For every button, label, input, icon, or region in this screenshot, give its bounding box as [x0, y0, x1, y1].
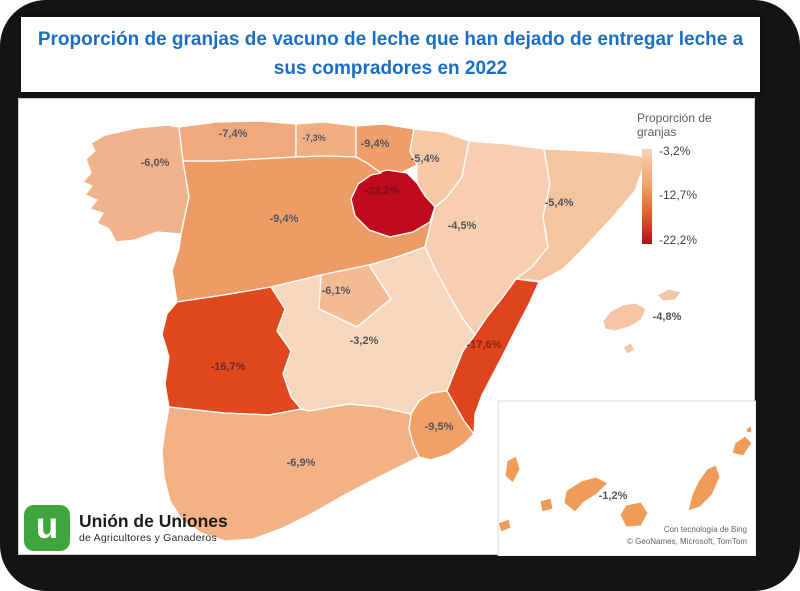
logo-u-icon: u — [24, 505, 70, 551]
region-baleares-island-0[interactable] — [603, 303, 646, 331]
region-galicia[interactable] — [83, 125, 189, 242]
region-galicia-value-label: -6,0% — [140, 157, 170, 169]
region-castilla_la_mancha-value-label: -3,2% — [349, 335, 379, 347]
region-cataluna-value-label: -5,4% — [544, 197, 574, 209]
legend-max-label: -3,2% — [659, 144, 691, 158]
legend-title: Proporción de granjas — [637, 111, 712, 139]
region-canarias-value-label: -1,2% — [598, 490, 628, 502]
legend-gradient-bar — [642, 149, 652, 244]
region-madrid-value-label: -6,1% — [321, 285, 351, 297]
region-baleares-value-label: -4,8% — [652, 311, 682, 323]
region-pais_vasco-value-label: -9,4% — [360, 138, 390, 150]
region-asturias[interactable] — [179, 121, 296, 161]
region-baleares-island-2[interactable] — [623, 343, 635, 354]
region-extremadura[interactable] — [162, 287, 301, 415]
legend-min-label: -22,2% — [659, 233, 698, 247]
region-cantabria-value-label: -7,3% — [302, 133, 326, 143]
report-title-line1: Proporción de granjas de vacuno de leche que han dejado de entregar leche a — [37, 29, 744, 50]
logo-subtitle: de Agricultores y Ganaderos — [79, 531, 217, 544]
logo-name: Unión de Uniones — [79, 511, 228, 532]
logo-text — [79, 512, 228, 543]
region-murcia-value-label: -9,5% — [424, 421, 454, 433]
legend-body — [637, 144, 753, 251]
region-aragon-value-label: -4,5% — [447, 220, 477, 232]
attribution-line2: © GeoNames, Microsoft, TomTom — [627, 537, 747, 546]
legend-mid-label: -12,7% — [659, 188, 698, 202]
region-la_rioja-value-label: -22,2% — [364, 185, 400, 197]
map-attribution — [627, 524, 747, 548]
region-canarias-island-2[interactable] — [540, 498, 553, 512]
map-panel — [18, 98, 755, 555]
color-legend — [637, 111, 753, 251]
region-castilla_y_leon-value-label: -9,4% — [269, 213, 299, 225]
union-de-uniones-logo — [24, 505, 228, 551]
region-andalucia-value-label: -6,9% — [286, 457, 316, 469]
region-asturias-value-label: -7,4% — [218, 128, 248, 140]
region-navarra-value-label: -5,4% — [410, 153, 440, 165]
region-extremadura-value-label: -16,7% — [210, 361, 246, 373]
attribution-line1: Con tecnología de Bing — [663, 525, 747, 534]
region-baleares-island-1[interactable] — [657, 289, 681, 301]
report-title-line2: sus compradores en 2022 — [273, 57, 508, 79]
region-valencia-value-label: -17,6% — [466, 339, 502, 351]
report-title-box — [18, 14, 763, 95]
